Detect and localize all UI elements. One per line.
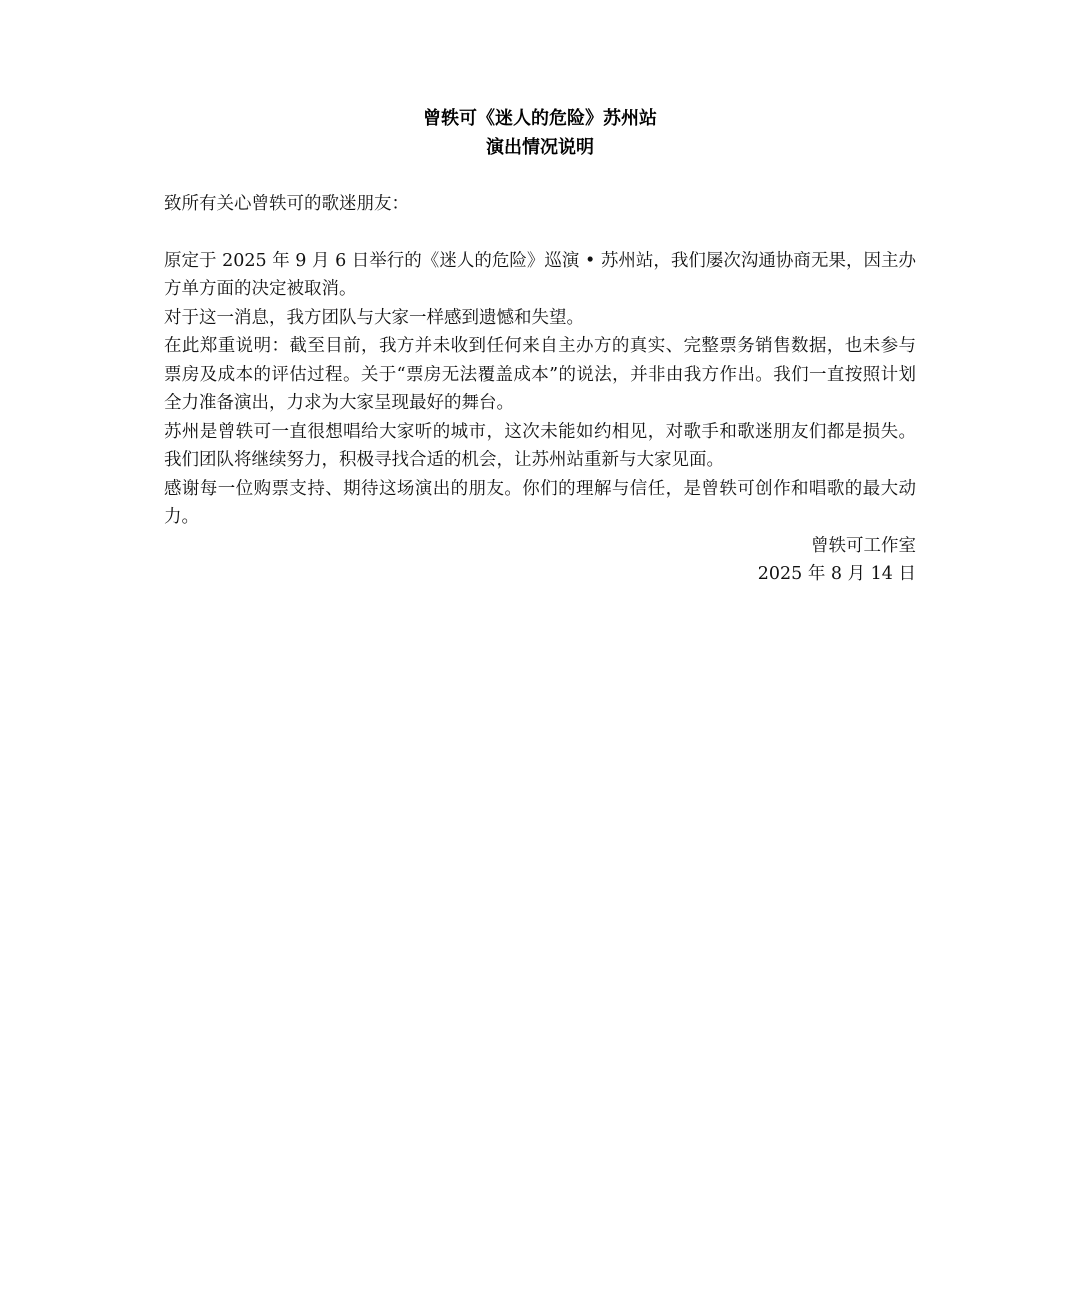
signature: 曾轶可工作室 bbox=[811, 535, 916, 556]
paragraph-5: 感谢每一位购票支持、期待这场演出的朋友。你们的理解与信任，是曾轶可创作和唱歌的最大动力。 bbox=[164, 478, 916, 527]
paragraph-1: 原定于 2025 年 9 月 6 日举行的《迷人的危险》巡演 • 苏州站，我们屡次沟通协商无果，因主办方单方面的决定被取消。 bbox=[164, 250, 916, 299]
salutation: 致所有关心曾轶可的歌迷朋友： bbox=[164, 194, 409, 214]
paragraph-4: 苏州是曾轶可一直很想唱给大家听的城市，这次未能如约相见，对歌手和歌迷朋友们都是损失。我们团队将继续努力，积极寻找合适的机会，让苏州站重新与大家见面。 bbox=[164, 421, 916, 470]
document-title bbox=[0, 104, 1080, 162]
title-line-2: 演出情况说明 bbox=[486, 137, 594, 158]
paragraph-2: 对于这一消息，我方团队与大家一样感到遗憾和失望。 bbox=[164, 307, 584, 328]
title-line-1: 曾轶可《迷人的危险》苏州站 bbox=[423, 108, 657, 129]
paragraph-3: 在此郑重说明：截至目前，我方并未收到任何来自主办方的真实、完整票务销售数据，也未参与票房及成本的评估过程。关于“票房无法覆盖成本”的说法，并非由我方作出。我们一直按照计划全力准备演出，力求为大家呈现最好的舞台。 bbox=[164, 336, 916, 413]
signature-date: 2025 年 8 月 14 日 bbox=[757, 564, 916, 584]
document-body bbox=[164, 190, 916, 589]
